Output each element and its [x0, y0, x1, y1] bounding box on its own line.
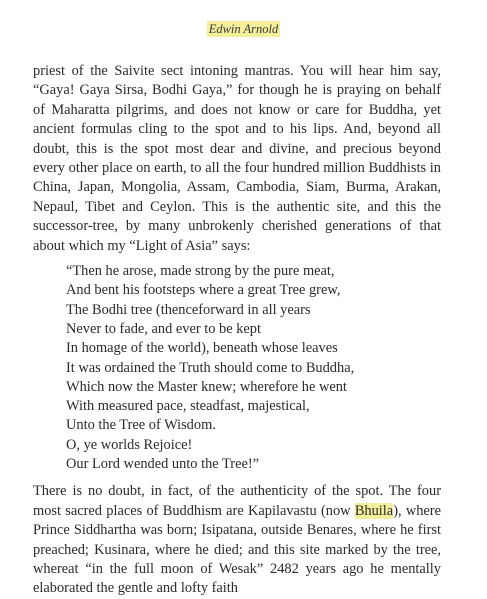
poem-line: With measured pace, steadfast, majestical,	[66, 398, 310, 415]
paragraph-2-text-end: ), where Prince Siddhartha was born; Isipatana, outside Benares, where he first preached; Kusinara, where he died; and this site marked by the tree, whereat “in the full moon of Wesak” 2482 years ago he mentally elaborated the gentle and lofty faith	[33, 502, 441, 597]
poem-line: “Then he arose, made strong by the pure meat,	[66, 263, 335, 280]
poem-line: Never to fade, and ever to be kept	[66, 320, 261, 337]
paragraph-2-text-start: There is no doubt, in fact, of the authenticity of the spot. The four most sacred places of Buddhism are Kapilavastu (now	[33, 483, 441, 519]
highlighted-word: Bhuila	[354, 502, 394, 519]
poem-line: The Bodhi tree (thenceforward in all years	[66, 301, 311, 318]
poem-line: It was ordained the Truth should come to Buddha,	[66, 359, 355, 376]
poem-line: O, ye worlds Rejoice!	[66, 436, 193, 453]
poem-line: Our Lord wended unto the Tree!”	[66, 456, 260, 473]
paragraph-2	[33, 482, 441, 598]
poem-line: Which now the Master knew; wherefore he went	[66, 378, 347, 395]
paragraph-1: priest of the Saivite sect intoning mantras. You will hear him say, “Gaya! Gaya Sirsa, Bodhi Gaya,” for though he is praying on behalf of Maharatta pilgrims, and does not know or care for Buddha, yet ancient formulas cling to the spot and to his lips. And, beyond all doubt, this is the spot most dear and divine, and precious beyond every other place on earth, to all the four hundred million Buddhists in China, Japan, Mongolia, Assam, Cambodia, Siam, Burma, Arakan, Nepaul, Tibet and Ceylon. This is the authentic site, and this the successor-tree, by many unbrokenly cherished generations of that about which my “Light of Asia” says:	[33, 63, 441, 254]
running-title: Edwin Arnold	[208, 22, 279, 36]
page-body	[33, 62, 441, 599]
poem-block	[66, 262, 441, 474]
poem-line: In homage of the world), beneath whose leaves	[66, 340, 338, 357]
poem-line: And bent his footsteps where a great Tree grew,	[66, 282, 341, 299]
poem-line: Unto the Tree of Wisdom.	[66, 417, 216, 434]
running-header	[0, 22, 487, 37]
